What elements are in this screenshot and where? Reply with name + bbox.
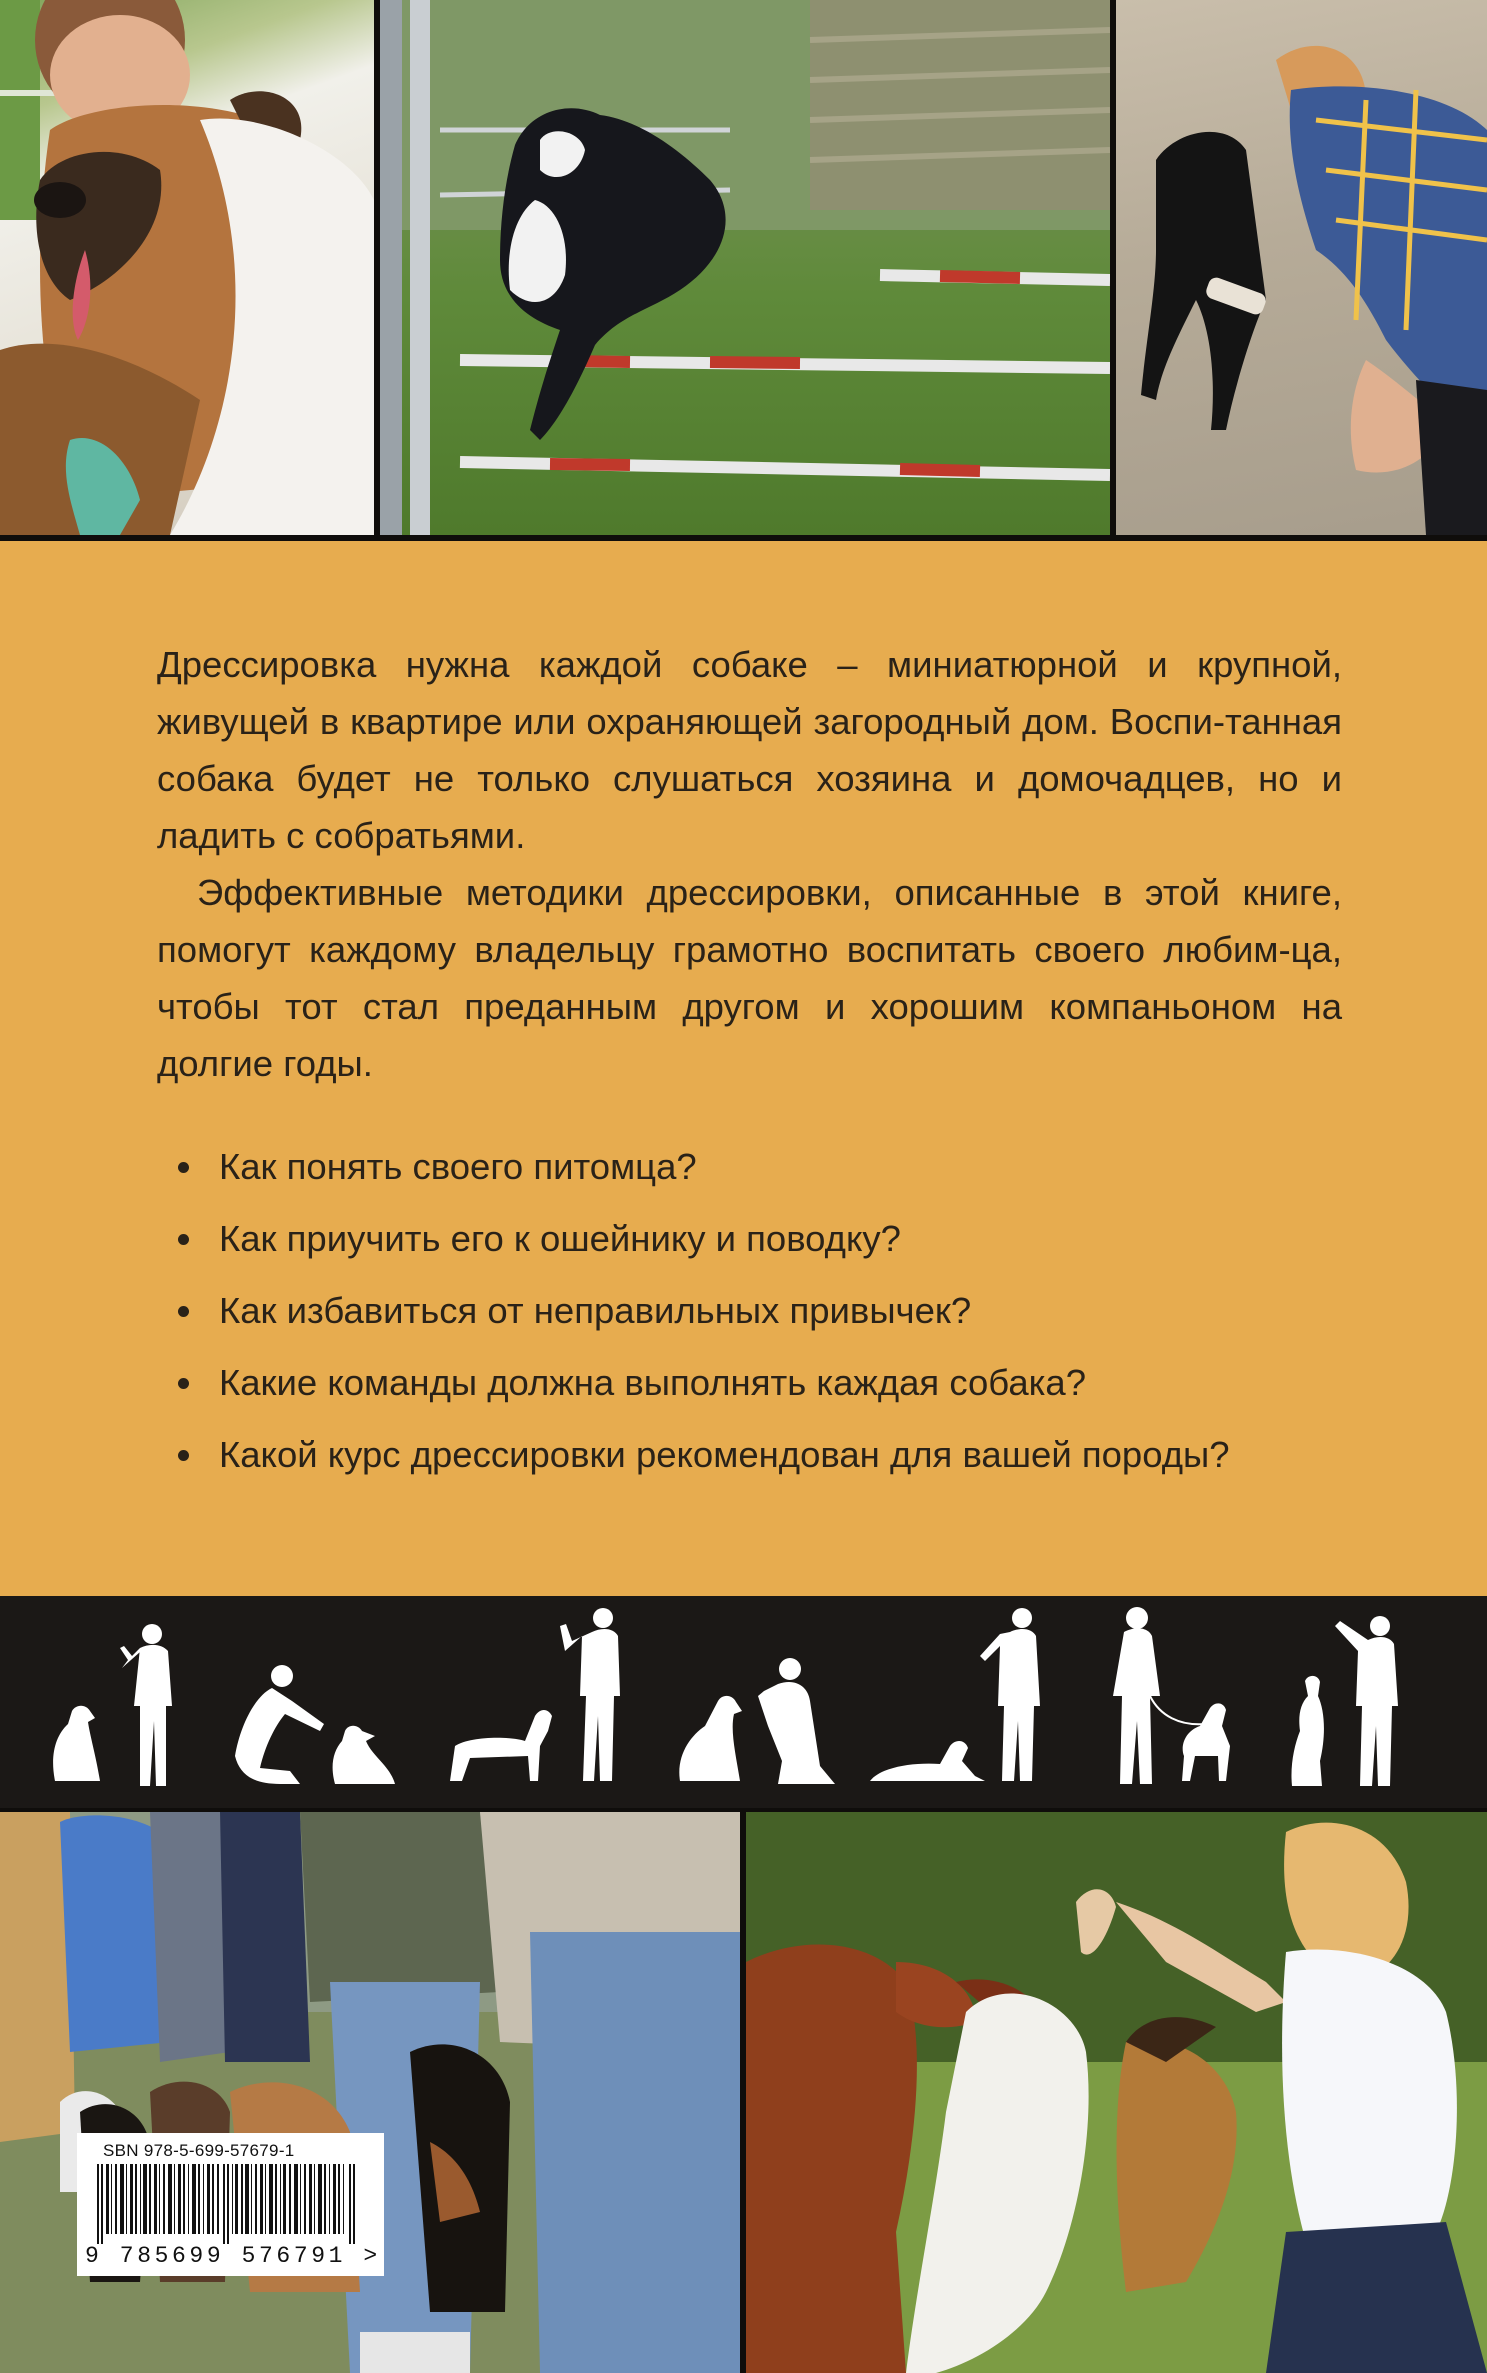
question-item: Какие команды должна выполнять каждая собака?	[175, 1347, 1230, 1419]
isbn-digits: 9 785699 576791 >	[85, 2243, 381, 2269]
question-list	[175, 1131, 1230, 1491]
photo-agility-jump	[380, 0, 1110, 535]
training-silhouettes-band	[0, 1596, 1487, 1808]
description-text	[157, 636, 1342, 1092]
photo-labrador-fetch	[1116, 0, 1487, 535]
question-item: Какой курс дрессировки рекомендован для вашей породы?	[175, 1419, 1230, 1491]
question-item: Как понять своего питомца?	[175, 1131, 1230, 1203]
isbn-label: SBN 978-5-699-57679-1	[103, 2141, 295, 2160]
silhouette-sit-command	[53, 1624, 172, 1786]
photo-vet-with-shepherd	[0, 0, 374, 535]
question-item: Как избавиться от неправильных привычек?	[175, 1275, 1230, 1347]
description-paragraph-2: Эффективные методики дрессировки, описанные в этой книге, помогут каждому владельцу грамотно воспитать своего любим-ца, чтобы тот стал преданным другом и хорошим компаньоном на долгие годы.	[157, 872, 1342, 1084]
photo-group-training-class	[0, 1812, 740, 2373]
silhouette-kneel-high-five	[679, 1658, 835, 1784]
description-paragraph-1: Дрессировка нужна каждой собаке – миниатюрной и крупной, живущей в квартире или охраняющей загородный дом. Воспи-танная собака будет не только слушаться хозяина и домочадцев, но и ладить с собратьями.	[157, 644, 1342, 856]
description-panel	[0, 541, 1487, 1596]
silhouette-crouch-give-paw	[235, 1665, 395, 1784]
silhouette-beg-command	[1291, 1616, 1398, 1786]
photo-trainer-with-dogs-outdoors	[746, 1812, 1487, 2373]
isbn-barcode	[77, 2133, 384, 2276]
silhouette-stand-command	[450, 1608, 620, 1781]
silhouette-down-command	[870, 1608, 1040, 1781]
silhouette-heel-on-leash	[1113, 1607, 1230, 1784]
barcode-bars	[97, 2164, 359, 2244]
question-item: Как приучить его к ошейнику и поводку?	[175, 1203, 1230, 1275]
